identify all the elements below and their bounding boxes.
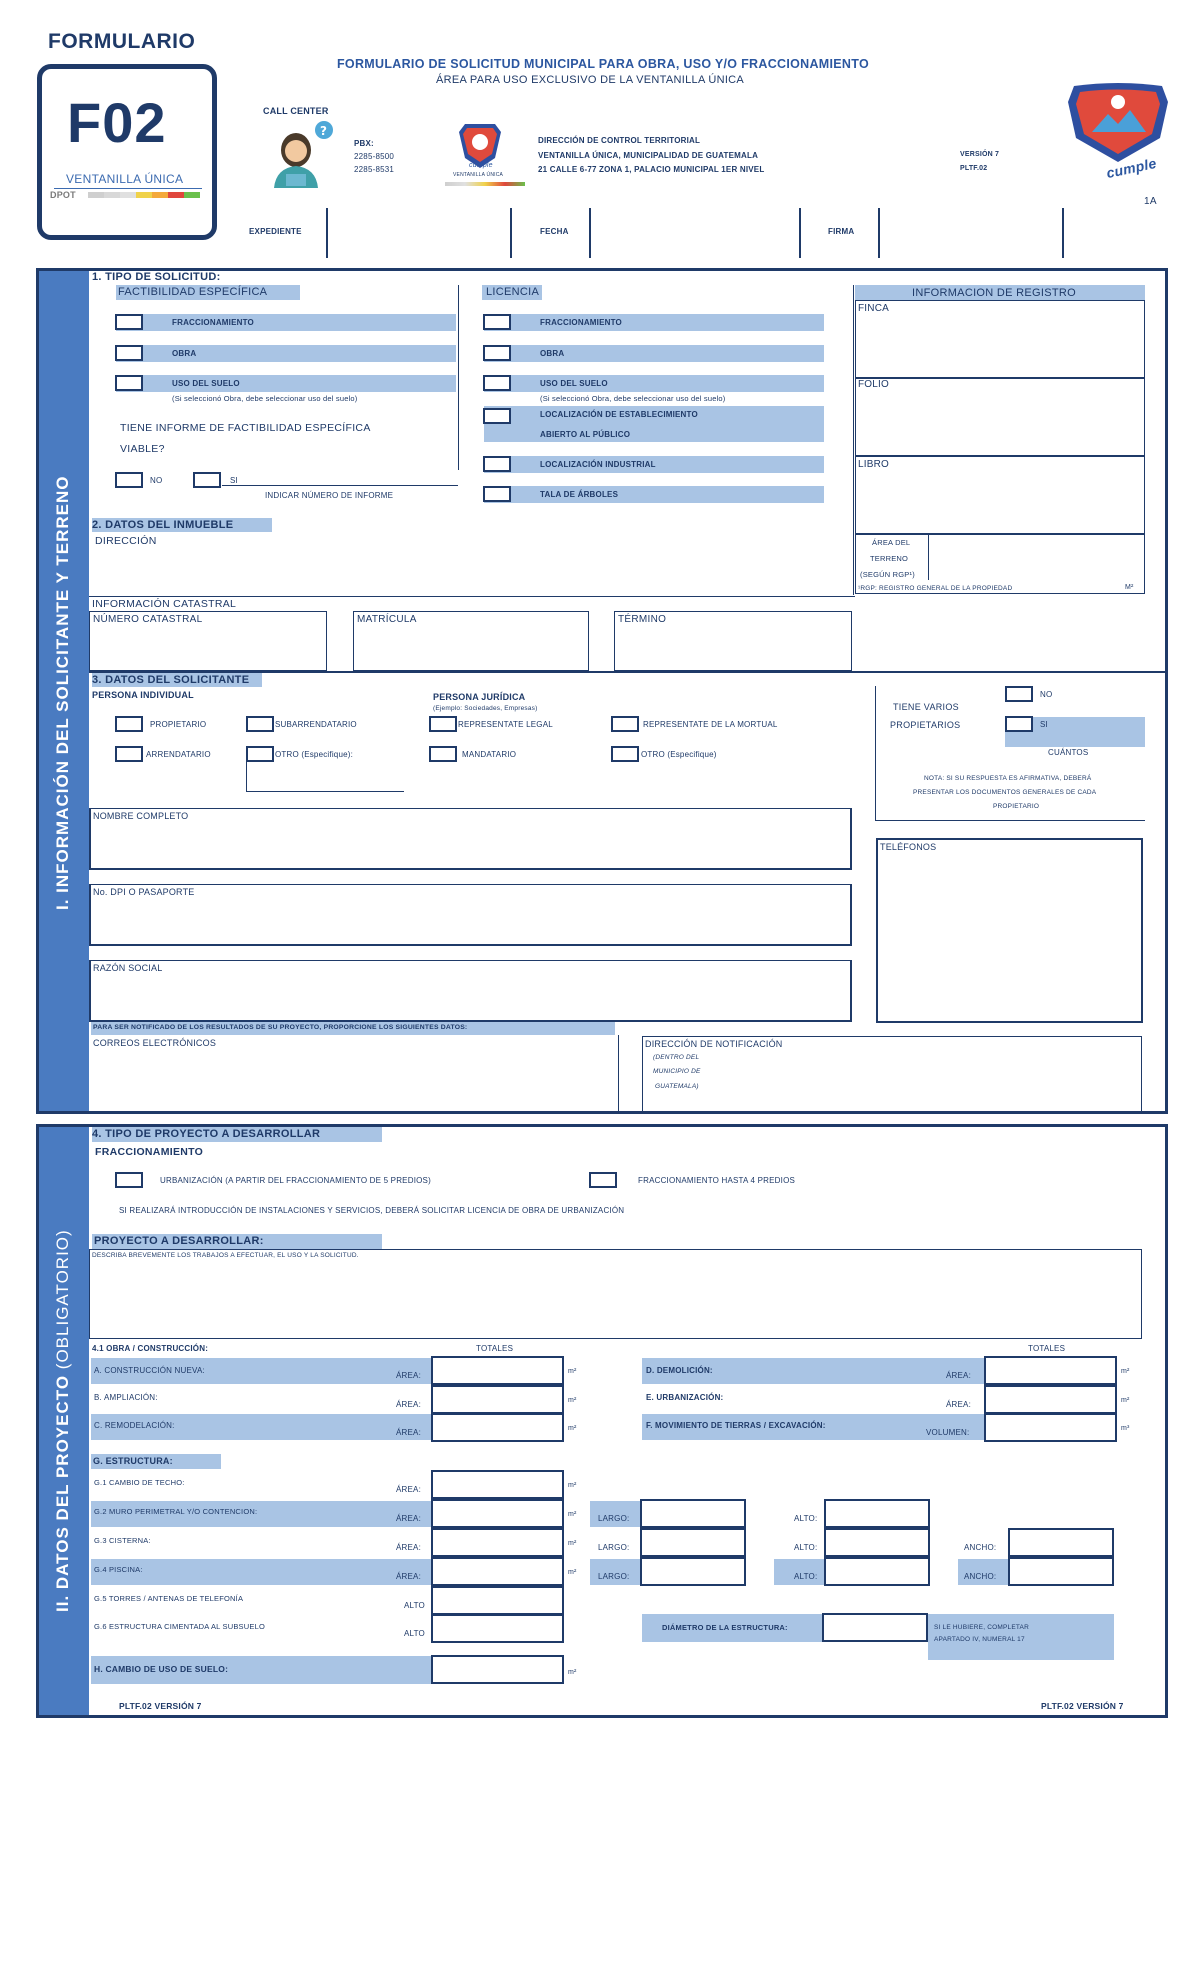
factibilidad-fraccionamiento-label: FRACCIONAMIENTO (172, 318, 254, 327)
localizacion-label-1: LOCALIZACIÓN DE ESTABLECIMIENTO (540, 410, 698, 419)
row-a-area-label: ÁREA: (396, 1371, 422, 1380)
g2-largo-label: LARGO: (598, 1514, 630, 1523)
row-e-area-label: ÁREA: (946, 1400, 972, 1409)
folio-field[interactable] (855, 378, 1145, 456)
footer-version-left: PLTF.02 VERSIÓN 7 (119, 1701, 202, 1711)
dentro-line-3: GUATEMALA) (655, 1083, 699, 1090)
fracc-band (116, 314, 456, 331)
movimiento-tierras-input[interactable] (984, 1413, 1117, 1442)
varios-si-checkbox[interactable] (1005, 716, 1033, 732)
g6-alto-label: ALTO (404, 1629, 425, 1638)
small-logo-sub: VENTANILLA ÚNICA (453, 172, 504, 178)
lic-tala-band (484, 486, 824, 503)
fecha-label: FECHA (540, 227, 569, 236)
representante-mortual-checkbox[interactable] (611, 716, 639, 732)
cisterna-alto-input[interactable] (824, 1528, 930, 1557)
varios-no-label: NO (1040, 690, 1053, 699)
informe-no-label: NO (150, 476, 163, 485)
pbx-label: PBX: (354, 139, 374, 148)
muro-largo-input[interactable] (640, 1499, 746, 1528)
cumple-text: cumple (1104, 154, 1158, 182)
muro-area-input[interactable] (431, 1499, 564, 1528)
demolicion-label: D. DEMOLICIÓN: (646, 1366, 713, 1375)
direccion-line-1: DIRECCIÓN DE CONTROL TERRITORIAL (538, 136, 701, 145)
form-code: F02 (67, 91, 167, 154)
mandatario-checkbox[interactable] (429, 746, 457, 762)
expediente-label: EXPEDIENTE (249, 227, 302, 236)
informe-no-checkbox[interactable] (115, 472, 143, 488)
finca-field[interactable] (855, 300, 1145, 378)
otro-individual-checkbox[interactable] (246, 746, 274, 762)
telefonos-label: TELÉFONOS (880, 842, 937, 852)
varios-no-checkbox[interactable] (1005, 686, 1033, 702)
estructura-heading: G. ESTRUCTURA: (93, 1456, 173, 1466)
factibilidad-obra-label: OBRA (172, 349, 197, 358)
cambio-uso-label: H. CAMBIO DE USO DE SUELO: (94, 1664, 229, 1674)
demolicion-input[interactable] (984, 1356, 1117, 1385)
factibilidad-label: FACTIBILIDAD ESPECÍFICA (118, 286, 268, 298)
nota-line-3: PROPIETARIO (993, 803, 1040, 810)
factibilidad-fraccionamiento-checkbox[interactable] (115, 314, 143, 330)
g4-largo-label: LARGO: (598, 1572, 630, 1581)
urbanizacion-e-label: E. URBANIZACIÓN: (646, 1393, 724, 1402)
libro-field[interactable] (855, 456, 1145, 534)
area-label-1: ÁREA DEL (872, 538, 911, 547)
mandatario-label: MANDATARIO (462, 750, 517, 759)
area-divider (928, 534, 929, 580)
licencia-label: LICENCIA (486, 286, 540, 298)
g4-unit: m² (568, 1569, 577, 1576)
factibilidad-uso-suelo-checkbox[interactable] (115, 375, 143, 391)
otro-individual-input[interactable] (246, 762, 404, 792)
urbanizacion-checkbox[interactable] (115, 1172, 143, 1188)
formulario-label: FORMULARIO (48, 30, 196, 53)
subarrendatario-checkbox[interactable] (246, 716, 274, 732)
factibilidad-obra-checkbox[interactable] (115, 345, 143, 361)
direccion-field[interactable] (89, 532, 855, 596)
informe-si-checkbox[interactable] (193, 472, 221, 488)
direccion-line-3: 21 CALLE 6-77 ZONA 1, PALACIO MUNICIPAL 1ER NIVEL (538, 165, 765, 174)
totales-right: TOTALES (1028, 1344, 1066, 1353)
muro-alto-input[interactable] (824, 1499, 930, 1528)
obra-band (116, 345, 456, 362)
uso-band (116, 375, 456, 392)
rgp-note: ¹RGP: REGISTRO GENERAL DE LA PROPIEDAD (858, 585, 1013, 592)
representante-legal-label: REPRESENTATE LEGAL (458, 720, 553, 729)
correos-label: CORREOS ELECTRÓNICOS (93, 1038, 217, 1048)
cambio-techo-label: G.1 CAMBIO DE TECHO: (94, 1478, 185, 1487)
g3-unit: m² (568, 1540, 577, 1547)
g3-alto-label: ALTO: (794, 1543, 818, 1552)
expediente-field[interactable] (326, 208, 512, 258)
cisterna-area-input[interactable] (431, 1528, 564, 1557)
dentro-line-1: (DENTRO DEL (653, 1054, 700, 1061)
dpot-label: DPOT (50, 190, 76, 200)
row-b-area-label: ÁREA: (396, 1400, 422, 1409)
cisterna-ancho-input[interactable] (1008, 1528, 1114, 1557)
form-title: FORMULARIO DE SOLICITUD MUNICIPAL PARA OBRA, USO Y/O FRACCIONAMIENTO (337, 57, 869, 71)
inmueble-bottom-line (89, 596, 855, 597)
fracc-hasta-checkbox[interactable] (589, 1172, 617, 1188)
direccion-notificacion-label: DIRECCIÓN DE NOTIFICACIÓN (645, 1039, 783, 1049)
ventanilla-label: VENTANILLA ÚNICA (66, 172, 184, 186)
urbanizacion-input[interactable] (984, 1385, 1117, 1414)
nombre-completo-field[interactable] (89, 808, 852, 870)
licencia-obra-checkbox[interactable] (483, 345, 511, 361)
piscina-label: G.4 PISCINA: (94, 1565, 143, 1574)
row-e-unit: m² (1121, 1397, 1130, 1404)
numero-catastral-label: NÚMERO CATASTRAL (93, 614, 203, 625)
g2-alto-label: ALTO: (794, 1514, 818, 1523)
localizacion-establecimiento-checkbox[interactable] (483, 408, 511, 424)
pbx-number-1: 2285-8500 (354, 152, 395, 161)
informe-number-input[interactable] (222, 470, 458, 485)
proyecto-descripcion-field[interactable] (89, 1249, 1142, 1339)
localizacion-label-2: ABIERTO AL PÚBLICO (540, 430, 631, 439)
dentro-line-2: MUNICIPIO DE (653, 1068, 701, 1075)
row-a-unit: m² (568, 1368, 577, 1375)
row-d-unit: m² (1121, 1368, 1130, 1375)
construccion-nueva-input[interactable] (431, 1356, 564, 1385)
persona-individual-label: PERSONA INDIVIDUAL (92, 690, 194, 700)
representante-legal-checkbox[interactable] (429, 716, 457, 732)
version-label: VERSIÓN 7 (960, 151, 1000, 158)
si-hubiere-line-1: SI LE HUBIERE, COMPLETAR (934, 1624, 1029, 1631)
juridica-ejemplo: (Ejemplo: Sociedades, Empresas) (433, 705, 538, 712)
arrendatario-checkbox[interactable] (115, 746, 143, 762)
form-subtitle: ÁREA PARA USO EXCLUSIVO DE LA VENTANILLA ÚNICA (436, 74, 745, 86)
movimiento-tierras-label: F. MOVIMIENTO DE TIERRAS / EXCAVACIÓN: (646, 1421, 826, 1430)
section-2-title-light: (OBLIGATORIO) (53, 1229, 72, 1370)
informe-question-2: VIABLE? (120, 443, 165, 455)
matricula-label: MATRÍCULA (357, 614, 417, 625)
proyecto-heading: PROYECTO A DESARROLLAR: (94, 1235, 264, 1247)
piscina-alto-input[interactable] (824, 1557, 930, 1586)
dpi-label: No. DPI O PASAPORTE (93, 887, 195, 897)
telefonos-field[interactable] (876, 838, 1143, 1023)
otro-juridica-label: OTRO (Especifique) (641, 750, 717, 759)
informe-si-label: SI (230, 476, 238, 485)
indicar-informe-label: INDICAR NÚMERO DE INFORME (265, 491, 394, 500)
g1-unit: m² (568, 1482, 577, 1489)
tiene-varios-label-1: TIENE VARIOS (893, 702, 959, 712)
direccion-line-2: VENTANILLA ÚNICA, MUNICIPALIDAD DE GUATEMALA (538, 151, 759, 160)
registro-heading: INFORMACION DE REGISTRO (912, 287, 1076, 299)
remodelacion-label: C. REMODELACIÓN: (94, 1421, 175, 1430)
g2-unit: m² (568, 1511, 577, 1518)
licencia-uso-note: (Si seleccionó Obra, debe seleccionar uso del suelo) (540, 394, 726, 403)
call-center-label: CALL CENTER (263, 106, 329, 116)
cuantos-label: CUÁNTOS (1048, 748, 1089, 757)
describa-label: DESCRIBA BREVEMENTE LOS TRABAJOS A EFECTUAR, EL USO Y LA SOLICITUD. (92, 1252, 359, 1259)
tipo-solicitud-heading: 1. TIPO DE SOLICITUD: (92, 271, 221, 283)
ampliacion-input[interactable] (431, 1385, 564, 1414)
municipal-small-logo (445, 118, 515, 190)
row-f-volumen-label: VOLUMEN: (926, 1428, 970, 1437)
informe-question-1: TIENE INFORME DE FACTIBILIDAD ESPECÍFICA (120, 422, 371, 434)
arrendatario-label: ARRENDATARIO (146, 750, 211, 759)
termino-label: TÉRMINO (618, 614, 667, 625)
svg-text:?: ? (320, 124, 327, 138)
factibilidad-uso-note: (Si seleccionó Obra, debe seleccionar uso del suelo) (172, 394, 358, 403)
row-f-unit: m³ (1121, 1425, 1130, 1432)
libro-label: LIBRO (858, 459, 890, 470)
obra-construccion-heading: 4.1 OBRA / CONSTRUCCIÓN: (92, 1344, 209, 1353)
si-hubiere-line-2: APARTADO IV, NUMERAL 17 (934, 1636, 1025, 1643)
area-label-3: (SEGÚN RGP¹) (860, 570, 915, 579)
diametro-input[interactable] (822, 1613, 928, 1642)
footer-version-right: PLTF.02 VERSIÓN 7 (1041, 1701, 1124, 1711)
nota-line-2: PRESENTAR LOS DOCUMENTOS GENERALES DE CADA (913, 789, 1097, 796)
factibilidad-uso-suelo-label: USO DEL SUELO (172, 379, 240, 388)
otro-individual-label: OTRO (Especifique): (275, 750, 354, 759)
call-center-icon (268, 118, 338, 188)
section-2-title-bold: II. DATOS DEL PROYECTO (53, 1374, 72, 1612)
lic-uso-band (484, 375, 824, 392)
localizacion-industrial-checkbox[interactable] (483, 456, 511, 472)
subarrendatario-label: SUBARRENDATARIO (275, 720, 357, 729)
cambio-techo-input[interactable] (431, 1470, 564, 1499)
tala-arboles-checkbox[interactable] (483, 486, 511, 502)
g2-area-label: ÁREA: (396, 1514, 422, 1523)
muro-perimetral-label: G.2 MURO PERIMETRAL Y/O CONTENCION: (94, 1507, 258, 1516)
area-label-2: TERRENO (870, 554, 909, 563)
diametro-label: DIÁMETRO DE LA ESTRUCTURA: (662, 1623, 788, 1632)
area-unit: M² (1125, 584, 1134, 591)
licencia-obra-label: OBRA (540, 349, 565, 358)
row-c-area-label: ÁREA: (396, 1428, 422, 1437)
piscina-largo-input[interactable] (640, 1557, 746, 1586)
cisterna-largo-input[interactable] (640, 1528, 746, 1557)
row-d-area-label: ÁREA: (946, 1371, 972, 1380)
representante-mortual-label: REPRESENTATE DE LA MORTUAL (643, 720, 778, 729)
section-2-title (53, 1229, 73, 1612)
construccion-nueva-label: A. CONSTRUCCIÓN NUEVA: (94, 1366, 205, 1375)
informe-number-line (222, 485, 458, 486)
licencia-fraccionamiento-checkbox[interactable] (483, 314, 511, 330)
badge-underline (54, 188, 202, 189)
g5-alto-label: ALTO (404, 1601, 425, 1610)
correos-field[interactable] (89, 1035, 619, 1111)
fecha-field[interactable] (589, 208, 801, 258)
h-unit: m² (568, 1669, 577, 1676)
lic-obra-band (484, 345, 824, 362)
torres-alto-input[interactable] (431, 1586, 564, 1615)
fracc-hasta-label: FRACCIONAMIENTO HASTA 4 PREDIOS (638, 1176, 796, 1185)
cisterna-label: G.3 CISTERNA: (94, 1536, 151, 1545)
torres-label: G.5 TORRES / ANTENAS DE TELEFONÍA (94, 1594, 244, 1603)
nota-line-1: NOTA: SI SU RESPUESTA ES AFIRMATIVA, DEBERÁ (924, 775, 1092, 782)
totales-left: TOTALES (476, 1344, 514, 1353)
tipo-proyecto-heading: 4. TIPO DE PROYECTO A DESARROLLAR (92, 1128, 321, 1140)
nombre-completo-label: NOMBRE COMPLETO (93, 811, 189, 821)
info-catastral-heading: INFORMACIÓN CATASTRAL (92, 598, 237, 610)
tiene-varios-label-2: PROPIETARIOS (890, 720, 961, 730)
finca-label: FINCA (858, 303, 889, 314)
municipal-crest-logo (1064, 80, 1172, 180)
direccion-label: DIRECCIÓN (95, 535, 157, 547)
lic-fracc-band (484, 314, 824, 331)
small-logo-cumple: cumple (469, 162, 493, 169)
g4-ancho-label: ANCHO: (964, 1572, 997, 1581)
datos-inmueble-heading: 2. DATOS DEL INMUEBLE (92, 519, 234, 531)
row-b-unit: m² (568, 1397, 577, 1404)
persona-juridica-label: PERSONA JURÍDICA (433, 692, 526, 702)
varios-si-label: SI (1040, 720, 1048, 729)
firma-label: FIRMA (828, 227, 855, 236)
tala-arboles-label: TALA DE ÁRBOLES (540, 490, 619, 499)
ampliacion-label: B. AMPLIACIÓN: (94, 1393, 158, 1402)
g4-area-label: ÁREA: (396, 1572, 422, 1581)
page-code: 1A (1144, 196, 1157, 207)
licencia-uso-suelo-checkbox[interactable] (483, 375, 511, 391)
firma-field[interactable] (878, 208, 1064, 258)
si-realizara-note: SI REALIZARÁ INTRODUCCIÓN DE INSTALACIONES Y SERVICIOS, DEBERÁ SOLICITAR LICENCIA DE OBRA DE URBANIZACIÓN (119, 1206, 625, 1215)
fraccionamiento-heading: FRACCIONAMIENTO (95, 1146, 204, 1158)
folio-label: FOLIO (858, 379, 890, 390)
dpi-field[interactable] (89, 884, 852, 946)
pbx-number-2: 2285-8531 (354, 165, 395, 174)
piscina-area-input[interactable] (431, 1557, 564, 1586)
section-1-title: I. INFORMACIÓN DEL SOLICITANTE Y TERRENO (53, 475, 72, 910)
otro-juridica-checkbox[interactable] (611, 746, 639, 762)
cimentada-alto-input[interactable] (431, 1614, 564, 1643)
small-logo-strip (445, 182, 525, 186)
razon-social-field[interactable] (89, 960, 852, 1022)
tipo-divider (458, 285, 459, 470)
propietario-checkbox[interactable] (115, 716, 143, 732)
color-strip (88, 192, 200, 198)
g3-ancho-label: ANCHO: (964, 1543, 997, 1552)
datos-solicitante-heading: 3. DATOS DEL SOLICITANTE (92, 674, 250, 686)
notificado-label: PARA SER NOTIFICADO DE LOS RESULTADOS DE SU PROYECTO, PROPORCIONE LOS SIGUIENTES DATOS: (93, 1024, 468, 1031)
piscina-ancho-input[interactable] (1008, 1557, 1114, 1586)
urbanizacion-label: URBANIZACIÓN (A PARTIR DEL FRACCIONAMIENTO DE 5 PREDIOS) (160, 1176, 431, 1185)
cambio-uso-input[interactable] (431, 1655, 564, 1684)
licencia-fraccionamiento-label: FRACCIONAMIENTO (540, 318, 622, 327)
pltf-label: PLTF.02 (960, 165, 988, 172)
estructura-cimentada-label: G.6 ESTRUCTURA CIMENTADA AL SUBSUELO (94, 1622, 265, 1631)
g1-area-label: ÁREA: (396, 1485, 422, 1494)
remodelacion-input[interactable] (431, 1413, 564, 1442)
propietario-label: PROPIETARIO (150, 720, 207, 729)
razon-social-label: RAZÓN SOCIAL (93, 963, 163, 973)
g3-area-label: ÁREA: (396, 1543, 422, 1552)
row-c-unit: m² (568, 1425, 577, 1432)
localizacion-industrial-label: LOCALIZACIÓN INDUSTRIAL (540, 460, 656, 469)
g4-alto-label: ALTO: (794, 1572, 818, 1581)
licencia-uso-suelo-label: USO DEL SUELO (540, 379, 608, 388)
g3-largo-label: LARGO: (598, 1543, 630, 1552)
